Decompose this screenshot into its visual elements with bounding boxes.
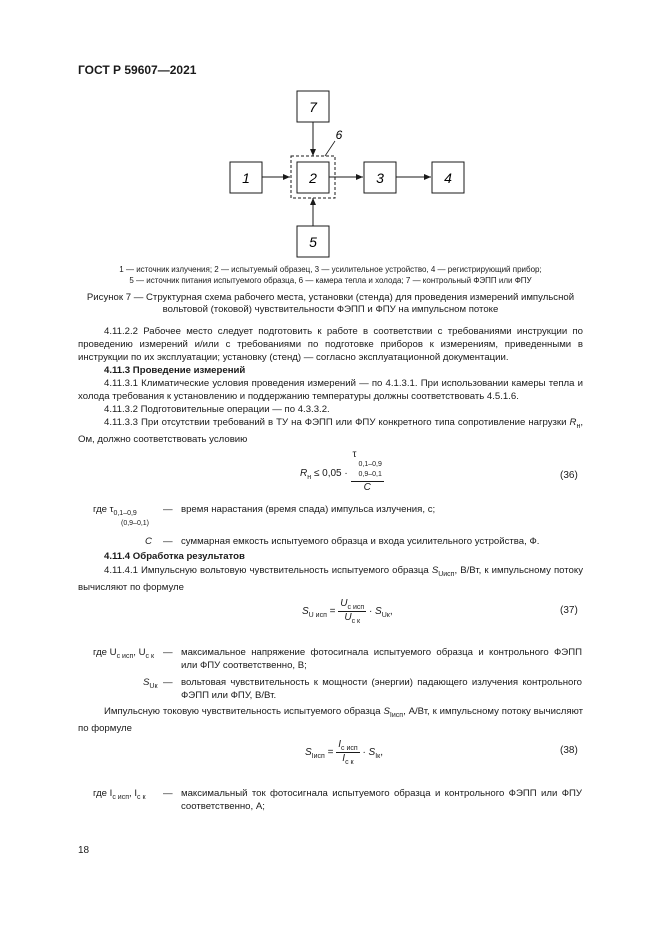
where38-s2: с к [137,793,146,801]
eq38-mult-sub: Iк [375,753,381,761]
block-diagram [0,0,661,270]
where37-desc-1: максимальное напряжение фотосигнала испытуемого образца и контрольного ФЭПП или ФПУ соответственно, В; [181,647,582,672]
where36-desc-1: время нарастания (время спада) импульса излучения, с; [181,504,436,515]
eq37-mult: · S [368,606,382,618]
p-4-11-4-1-start: 4.11.4.1 Импульсную вольтовую чувствительность испытуемого образца [104,565,429,576]
document-header: ГОСТ Р 59607—2021 [78,63,197,77]
where38-prefix [93,787,146,804]
paragraph-current-sensitivity [78,705,583,735]
where36-dash-2: — [163,536,173,547]
eq37-denominator [338,612,366,625]
where37-s: S [143,677,150,688]
where37-s2: с к [145,652,155,660]
where36-dash-1: — [163,504,173,515]
eq38-mult: · S [362,747,376,759]
symbol-su-sub: Uисп [438,570,455,578]
equation-36-number: (36) [560,470,578,481]
eq38-numerator [336,739,359,753]
paragraph-4-11-4-1 [78,564,583,594]
where36-sym2-c: C [145,536,152,547]
block-4-label: 4 [444,170,452,186]
eq36-sub1: 0,1–0,9 [358,461,382,468]
symbol-rn: R [569,417,577,428]
eq36-fraction [351,450,384,493]
figure-title-line-1: Рисунок 7 — Структурная схема рабочего места, установки (стенда) для проведения измерений импульсной [86,292,575,303]
where37-dash-1: — [163,647,173,658]
eq38-den-sub: с к [345,759,354,766]
p-4-11-3-3-end: , Ом, должно соответствовать условию [78,417,583,446]
equation-37-number: (37) [560,605,578,616]
heading-4-11-3: 4.11.3 Проведение измерений [104,365,246,376]
eq37-den: U [344,612,352,623]
symbol-su: S [431,565,439,576]
eq36-tau: τ [352,449,357,460]
block-1-label: 1 [242,170,250,186]
where37-u: где U [93,647,117,658]
eq37-fraction [338,598,366,625]
figure-legend [78,264,583,286]
where37-dash-2: — [163,677,173,688]
eq36-lhs-sub: н [307,474,312,482]
eq37-numerator [338,598,366,612]
eq37-lhs-sub: U исп [308,612,327,620]
block-5-label: 5 [309,234,317,250]
where36-sub2: (0,9–0,1) [121,520,150,527]
figure-title [78,292,583,316]
where38-desc-1: максимальный ток фотосигнала испытуемого образца и контрольного ФЭПП или ФПУ соответственно, А; [181,788,582,813]
p-current-start: Импульсную токовую чувствительность испытуемого образца [104,706,381,717]
eq36-den-c: C [363,482,371,493]
eq36-numerator [351,450,384,482]
eq38-lhs: S [305,747,312,759]
where36-sub1: 0,1–0,9 [113,509,137,517]
p-4-11-4-1-end: , В/Вт, к импульсному потоку вычисляют по формуле [78,565,583,594]
where37-comma: , U [133,647,146,658]
eq38-fraction [336,739,359,766]
eq38-den: I [342,753,346,764]
where36-sym2 [145,535,152,548]
symbol-si-sub: Iисп [389,711,404,719]
where36-desc-2: суммарная емкость испытуемого образца и входа усилительного устройства, Ф. [181,536,540,547]
where37-sym2-sub: Uк [149,682,158,690]
equation-38: $S_{Iисп}$ = $\frac{I_{с исп}}{I_{с к}}$ · $S_{Iк}$, [305,739,384,766]
equation-38-number: (38) [560,745,578,756]
where37-sym2 [143,676,158,693]
where37-desc-2: вольтовая чувствительность к мощности (энергии) падающего излучения контрольного ФЭПП или ФПУ, В/Вт. [181,677,582,702]
figure-legend-line-1: 1 — источник излучения; 2 — испытуемый образец, 3 — усилительное устройство, 4 — регистрирующий прибор; [119,265,542,274]
eq37-mult-sub: Uк [381,612,390,620]
eq36-rel: ≤ 0,05 · [313,468,348,480]
heading-4-11-4: 4.11.4 Обработка результатов [104,551,245,562]
figure-title-line-2: вольтовой (токовой) чувствительности ФЭПП и ФПУ на импульсном потоке [162,304,499,315]
eq38-num: I [338,739,342,750]
block-2-label: 2 [309,170,317,186]
figure-legend-line-2: 5 — источник питания испытуемого образца, 6 — камера тепла и холода; 7 — контрольный ФЭПП или ФПУ [129,276,532,285]
where38-comma: , I [129,788,137,799]
eq38-num-sub: с исп [341,745,358,752]
eq37-lhs: S [302,606,309,618]
eq38-tail: , [380,747,384,759]
equation-36 [300,449,500,495]
label-6: 6 [335,128,343,142]
symbol-rn-sub: н [576,422,581,430]
p-4-11-3-3-start: 4.11.3.3 При отсутствии требований в ТУ на ФЭПП или ФПУ конкретного типа сопротивление нагрузки [104,417,567,428]
eq36-sub2: 0,9–0,1 [358,471,382,478]
where38-i: где I [93,788,113,799]
p-current-end: , А/Вт, к импульсному потоку вычисляют по формуле [78,706,583,735]
where38-s1: с исп [112,793,129,801]
eq37-den-sub: с к [351,618,361,625]
eq37-num-sub: с исп [347,604,365,611]
block-7-label: 7 [309,99,317,115]
eq37-num: U [340,598,348,609]
eq37-tail: , [389,606,393,618]
symbol-si: S [383,706,390,717]
equation-37: $S_{U исп}$ = $\frac{U_{с исп}}{U_{с к}}$ · $S_{Uк}$, [302,598,393,625]
where37-s1: с исп [116,652,134,660]
paragraph-4-11-3-2: 4.11.3.2 Подготовительные операции — по 4.3.3.2. [104,404,330,415]
paragraph-4-11-3-3 [78,416,583,446]
paragraph-4-11-3-1: 4.11.3.1 Климатические условия проведения измерений — по 4.1.3.1. При использовании камеры тепла и холода требования к установлению и поддержанию температуры должны соответствовать 4.5.1.6. [78,378,583,403]
eq38-lhs-sub: Iисп [311,753,325,761]
paragraph-4-11-2-2: 4.11.2.2 Рабочее место следует подготовить к работе в соответствии с требованиями инструкции по проведению измерений и/или с требованиями по подготовке приборов к измерениям, приведенными в инструкции по их эксплуатации; установку (стенд) — согласно эксплуатационной документации. [78,326,583,364]
page-number: 18 [78,845,90,856]
where36-prefix: где τ [93,504,114,515]
eq36-lhs: R [300,468,308,480]
leader-6 [325,141,335,156]
eq38-denominator [336,753,359,766]
where38-dash-1: — [163,788,173,799]
where37-prefix [93,646,154,663]
block-3-label: 3 [376,170,384,186]
eq36-denominator [351,482,384,493]
